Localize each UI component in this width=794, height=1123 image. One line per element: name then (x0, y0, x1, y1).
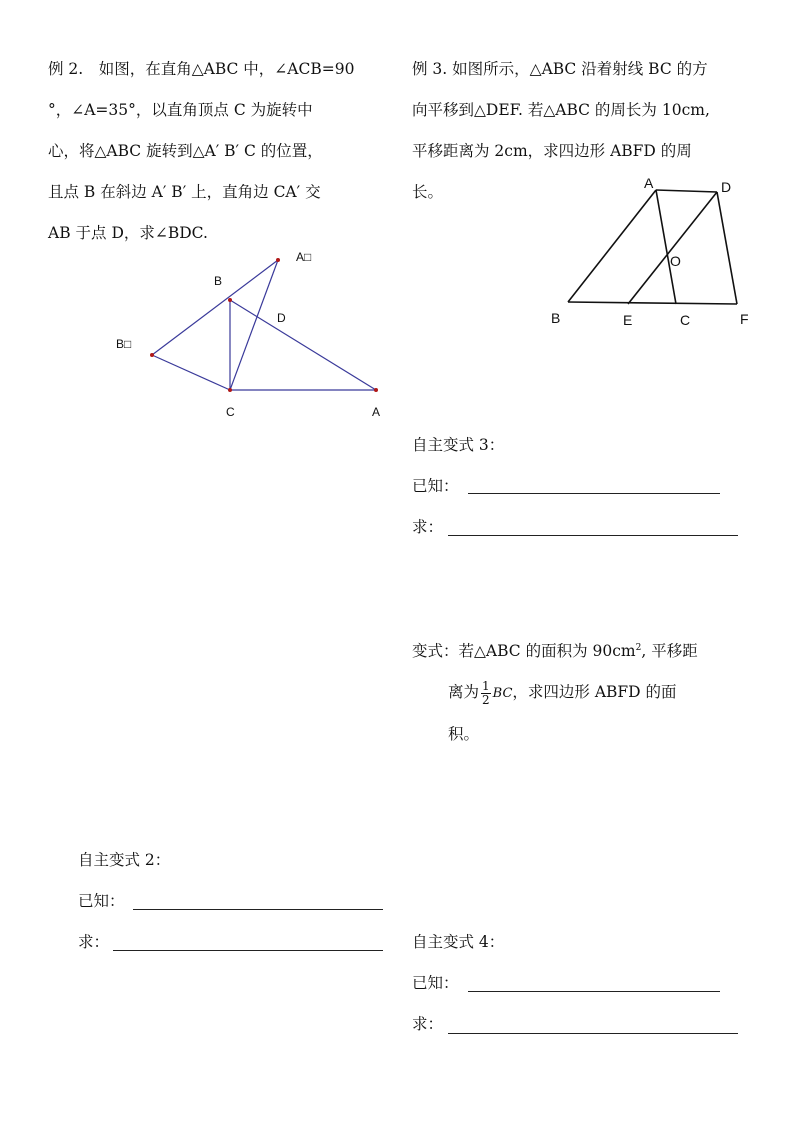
variant-line-1 (412, 631, 752, 672)
variant-superscript: 2 (635, 642, 642, 653)
variant-4-ask-blank[interactable] (448, 1033, 738, 1034)
variant-line-2 (412, 672, 752, 714)
ex2-seg-B1-C (152, 355, 230, 390)
variant-line-1-suffix: , 平移距 (641, 642, 698, 660)
example-2-text (48, 49, 354, 254)
variant-2-ask-label: 求： (78, 933, 110, 951)
ex2-line-1: 例 2. 如图，在直角△ABC 中，∠ACB=90 (48, 60, 355, 78)
variant-2-title: 自主变式 2： (78, 851, 171, 869)
ex2-label-A1: A□ (296, 250, 312, 264)
fraction-variable: BC (492, 686, 513, 701)
ex3-line-1: 例 3. 如图所示，△ABC 沿着射线 BC 的方 (412, 60, 708, 78)
variant-4-known-blank[interactable] (468, 991, 720, 992)
variant-4-block (412, 922, 742, 1045)
ex2-figure (100, 240, 400, 430)
ex3-line-3: 平移距离为 2cm，求四边形 ABFD 的周 (412, 142, 692, 160)
variant-line-3: 积。 (448, 725, 480, 743)
ex2-line-5: AB 于点 D，求∠BDC. (48, 224, 208, 242)
ex3-label-D: D (721, 179, 732, 195)
ex3-label-C: C (680, 312, 691, 328)
ex2-label-B1: B□ (116, 337, 132, 351)
ex3-label-O: O (670, 253, 681, 269)
ex2-line-3: 心，将△ABC 旋转到△A′ B′ C 的位置， (48, 142, 323, 160)
ex2-label-A: A (372, 405, 381, 419)
ex2-point-B1 (150, 353, 154, 357)
ex3-line-4: 长。 (412, 183, 444, 201)
variant-line-1-prefix: 变式：若△ABC 的面积为 90cm (412, 642, 636, 660)
ex2-point-A1 (276, 258, 280, 262)
ex2-point-B (228, 298, 232, 302)
ex2-label-D: D (277, 311, 286, 325)
variant-3-title: 自主变式 3： (412, 436, 505, 454)
ex2-point-A (374, 388, 378, 392)
variant-3-block (412, 425, 742, 548)
variant-3-known-blank[interactable] (468, 493, 720, 494)
fraction-numerator: 1 (482, 678, 490, 693)
variant-text (412, 631, 752, 755)
variant-2-known-label: 已知： (78, 892, 125, 910)
variant-3-ask-label: 求： (412, 518, 444, 536)
ex2-line-4: 且点 B 在斜边 A′ B′ 上，直角边 CA′ 交 (48, 183, 321, 201)
variant-3-ask-blank[interactable] (448, 535, 738, 536)
fraction-denominator: 2 (482, 692, 490, 707)
variant-2-block (78, 840, 398, 963)
ex2-seg-B-A (230, 300, 376, 390)
variant-4-ask-label: 求： (412, 1015, 444, 1033)
half-fraction (481, 680, 491, 707)
ex2-point-C (228, 388, 232, 392)
variant-4-known-label: 已知： (412, 974, 459, 992)
ex2-line-2: °，∠A=35°，以直角顶点 C 为旋转中 (48, 101, 313, 119)
ex3-label-B: B (551, 310, 561, 326)
ex3-label-E: E (623, 312, 633, 328)
variant-3-known-label: 已知： (412, 477, 459, 495)
ex3-figure (540, 170, 760, 335)
ex3-label-A: A (644, 175, 654, 191)
ex3-seg-B-F (568, 302, 737, 304)
ex2-label-C: C (226, 405, 235, 419)
ex3-line-2: 向平移到△DEF. 若△ABC 的周长为 10cm, (412, 101, 710, 119)
ex3-seg-A-D (656, 190, 717, 192)
variant-2-known-blank[interactable] (133, 909, 383, 910)
variant-line-2-prefix: 离为 (448, 683, 480, 701)
ex3-seg-D-F (717, 192, 737, 304)
variant-4-title: 自主变式 4： (412, 933, 505, 951)
ex2-label-B: B (214, 274, 223, 288)
variant-line-2-suffix: ，求四边形 ABFD 的面 (512, 683, 677, 701)
ex3-label-F: F (740, 311, 749, 327)
variant-2-ask-blank[interactable] (113, 950, 383, 951)
